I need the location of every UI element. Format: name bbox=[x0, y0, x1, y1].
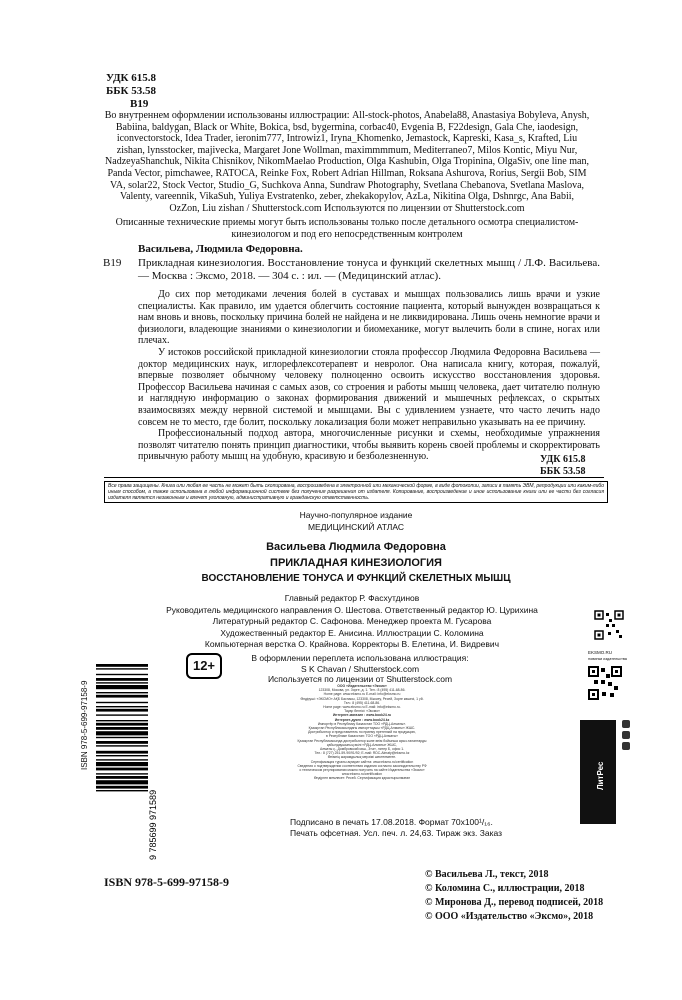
eksmo-subtitle: новинки издательства bbox=[588, 657, 627, 661]
barcode-bar bbox=[96, 776, 148, 779]
publisher-line: Тел.: 8 (495) 411-68-86. bbox=[343, 700, 381, 705]
publisher-line: Сведения о подтверждении соответствия издания согласно законодательству РФ bbox=[297, 763, 427, 768]
barcode-bar bbox=[96, 768, 148, 771]
credit-line: Литературный редактор С. Сафонова. Менеджер проекта М. Гусарова bbox=[212, 616, 492, 627]
bbk-code: ББК 53.58 bbox=[106, 85, 157, 97]
author-code-left: В19 bbox=[103, 257, 122, 269]
barcode-bar bbox=[96, 702, 148, 703]
barcode-bar bbox=[96, 695, 148, 698]
abstract-paragraph: У истоков российской прикладной кинезиологии стояла профессор Людмила Федоровна Васильева — доктор медицинских наук, иглорефлексотерапевт и невролог. Она написала книгу, которая, пожалуй, впервые позволяет обычному человеку полноценно освоить искусство восстановления здоровья. Профессор Васильева начиная с самых азов, со строения и работы мышц человека, дает читателю полную и наглядную информацию о законах формирования движений и мышечных рефлексах, о скрытых взаимосвязях между нервной системой и мышцами. Вы с удивлением узнаете, что часто лечить надо совсем не то место, где болит, поскольку локализация боли может неправильно указывать на ее причину. bbox=[138, 346, 600, 428]
barcode-bar bbox=[96, 773, 148, 774]
cover-line: Используется по лицензии от Shutterstock.com bbox=[267, 674, 453, 684]
eksmo-link: EKSMO.RU bbox=[588, 650, 613, 655]
barcode-bar bbox=[96, 745, 148, 746]
credit-line: Главный редактор Р. Фасхутдинов bbox=[284, 593, 420, 603]
editorial-credits bbox=[120, 593, 584, 651]
windows-store-icon bbox=[622, 742, 630, 750]
publisher-line: ООО «Издательство «Эксмо» bbox=[337, 684, 387, 688]
barcode-bar bbox=[96, 741, 148, 744]
publisher-info bbox=[262, 684, 462, 781]
genre-label: Научно-популярное издание bbox=[299, 510, 413, 520]
publisher-line: Тел.: 8 (727) 251-59-90/91/92; E-mail: RDC-Almaty@eksmo.kz bbox=[314, 751, 410, 756]
abstract-paragraph: Профессиональный подход автора, многочисленные рисунки и схемы, необходимые упражнения позволят читателю понять принцип диагностики, чтобы выявить корень своей проблемы и скорректировать привычную работу мышц на удобную, красивую и безболезненную. bbox=[138, 428, 600, 463]
print-line: Печать офсетная. Усл. печ. л. 24,63. Тираж экз. Заказ bbox=[290, 827, 503, 838]
publisher-line: Дистрибьютор и представитель по приему претензий на продукцию, bbox=[308, 730, 416, 735]
bbk-code: ББК 53.58 bbox=[540, 466, 586, 477]
barcode-digits: 9 785699 971589 bbox=[148, 789, 158, 860]
barcode bbox=[94, 660, 166, 868]
publisher-line: Қазақстан Республикасындағы импорттаушы «РДЦ-Алматы» ЖШС. bbox=[308, 726, 416, 731]
barcode-bar bbox=[96, 755, 148, 756]
publisher-line: о техническом регулировании можно получить на сайте Издательства «Эксмо» bbox=[299, 768, 425, 773]
rights-notice-box: Все права защищены. Книга или любая ее часть не может быть скопирована, воспроизведена в электронной или механической форме, в виде фотокопии, записи в память ЭВМ, репродукции или каким-либо иным способом, а также использована в любой информационной системе без получения разрешения от издателя. Копирование, воспроизведение и иное использование книги или ее части без согласия издателя является незаконным и влечет уголовную, административную и гражданскую ответственность. bbox=[104, 481, 608, 503]
app-store-icon bbox=[622, 720, 630, 728]
cover-credits bbox=[230, 653, 490, 685]
series-label: МЕДИЦИНСКИЙ АТЛАС bbox=[307, 522, 405, 532]
publisher-line: Тауар белгісі: «Эксмо» bbox=[344, 709, 380, 714]
publisher-line: Өнімнің жарамдылық мерзімі шектелмеген. bbox=[327, 755, 397, 760]
litres-logo: ЛитРес bbox=[596, 761, 605, 790]
barcode-bar bbox=[96, 664, 148, 667]
copyright-line: © Миронова Д., перевод подписей, 2018 bbox=[425, 897, 604, 908]
abstract bbox=[138, 289, 600, 463]
credit-line: Компьютерная верстка О. Крайнова. Корректоры В. Елетина, И. Видревич bbox=[204, 639, 500, 650]
publisher-line: Импортёр в Республику Казахстан ТОО «РДЦ-Алматы». bbox=[317, 721, 407, 726]
barcode-bar bbox=[96, 668, 148, 669]
illustrations-credits: Во внутреннем оформлении использованы иллюстрации: All-stock-photos, Anabela88, Anastasiya Bobyleva, Anysh, Babiina, baldygan, Black or White, Bokica, bsd, bygermina, corbac40, Evgenia B, F22design, Gala Che, iaodesign, iconvectorstock, Idea Trader, ieronim777, Introwiz1, Iryna_Khomenko, Jemastock, Kapreski, Kasa_s, Krafted, Liu zishan, lynsstocker, majivecka, Margaret Jone Wollman, maximmmmum, Mediterraneo7, Milos Kontic, Miyu Nur, NadzeyaShanchuk, Nikita Chisnikov, NikomMaelao Production, Olga Kashubin, Olga Tropinina, OlgaSiv, one line man, Panda Vector, pimchawee, RATOCA, Reinke Fox, Robert Adrian Hillman, Roksana Ashurova, Rorius, Sergii Bob, SIM VA, solar22, Stock Vector, Studio_G, Suchkova Anna, Sundraw Photography, Svetlana Chebanova, Svetlana Maslova, Valenty, vareennik, VikaSuh, Yuliya Evstratenko, zeber, zhekakopylov, AzLa, Nikitina Olga, Dshnrgc, Ana Babii, OzZon, Liu zishan / Shutterstock.com Используются по лицензии от Shutterstock.com bbox=[104, 110, 590, 214]
copyright-block bbox=[425, 868, 603, 924]
barcode-bar bbox=[96, 674, 148, 675]
author-heading: Васильева, Людмила Федоровна. bbox=[138, 243, 303, 255]
barcode-bar bbox=[96, 723, 148, 726]
copyright-line: © Коломина С., иллюстрации, 2018 bbox=[425, 883, 585, 894]
barcode-bar bbox=[96, 727, 148, 730]
barcode-bar bbox=[96, 731, 148, 735]
udk-bottom-block bbox=[540, 454, 585, 478]
store-icons bbox=[622, 720, 632, 753]
udk-top-block bbox=[106, 72, 156, 111]
bibliographic-record: Прикладная кинезиология. Восстановление тонуса и функций скелетных мышц / Л.Ф. Васильева. — Москва : Эксмо, 2018. — 304 с. : ил. — (Медицинский атлас). bbox=[138, 257, 600, 282]
barcode-bar bbox=[96, 720, 148, 721]
publisher-line: Интернет-дүкен : www.book24.kz bbox=[334, 717, 390, 722]
divider bbox=[104, 477, 604, 478]
publisher-line: Өндіруші: «ЭКСМО» АҚБ Баспасы, 123308, Мәскеу, Ресей, Зорге көшесі, 1 үй. bbox=[300, 696, 424, 701]
publisher-line: қабылдаушының өкілі «РДЦ-Алматы» ЖШС, bbox=[326, 742, 397, 747]
print-line: Подписано в печать 17.08.2018. Формат 70x100¹/₁₆. bbox=[290, 817, 493, 827]
publisher-line: 123308, Москва, ул. Зорге, д. 1. Тел.: 8 (495) 411-68-86. bbox=[318, 688, 406, 693]
isbn: ISBN 978-5-699-97158-9 bbox=[104, 875, 229, 889]
qr-code-icon bbox=[594, 610, 624, 640]
barcode-bar bbox=[96, 751, 148, 754]
publisher-line: Home page: www.eksmo.ru E-mail: info@eksmo.ru. bbox=[323, 705, 401, 710]
udk-code: УДК 615.8 bbox=[106, 72, 157, 84]
credit-line: Руководитель медицинского направления О. Шестова. Ответственный редактор Ю. Цурихина bbox=[166, 604, 538, 615]
barcode-bar bbox=[96, 682, 148, 683]
copyright-line: © Васильева Л., текст, 2018 bbox=[425, 869, 549, 880]
barcode-bar bbox=[96, 706, 148, 707]
author-code: В19 bbox=[130, 98, 149, 110]
publisher-line: Сертификация туралы ақпарат сайтта: www.eksmo.ru/certification bbox=[310, 759, 414, 764]
barcode-bar bbox=[96, 762, 148, 766]
abstract-paragraph: До сих пор методиками лечения болей в суставах и мышцах пользовались лишь врачи и узкие специалисты. Как правило, им удается облегчить состояние пациента, который вынужден возвращаться к нам вновь и вновь, поскольку причина болей не найдена и не ликвидирована. Лишь очень немногие врачи и физиологи, владеющие знаниями о кинезиологии и биомеханике, могут вылечить боли в спине, ногах или плечах. bbox=[138, 289, 600, 347]
barcode-bar bbox=[96, 678, 148, 681]
publisher-line: в Республике Казахстан: ТОО «РДЦ-Алматы» bbox=[325, 734, 399, 739]
publisher-line: Қазақстан Республикасында дистрибьютор және өнім бойынша арыз-талаптарды bbox=[297, 738, 427, 743]
google-play-icon bbox=[622, 731, 630, 739]
isbn-vertical: ISBN 978-5-699-97158-9 bbox=[80, 680, 89, 770]
barcode-bar bbox=[96, 714, 148, 715]
barcode-bar bbox=[96, 709, 148, 712]
credit-line: Художественный редактор Е. Анисина. Иллюстрации С. Коломина bbox=[220, 627, 484, 638]
cover-line: В оформлении переплета использована иллюстрация: bbox=[251, 653, 469, 663]
copyright-line: © ООО «Издательство «Эксмо», 2018 bbox=[425, 911, 594, 922]
udk-code: УДК 615.8 bbox=[540, 454, 586, 465]
cover-line: S K Chavan / Shutterstock.com bbox=[300, 663, 420, 674]
barcode-bar bbox=[96, 685, 148, 689]
book-title: ПРИКЛАДНАЯ КИНЕЗИОЛОГИЯ bbox=[270, 557, 442, 569]
barcode-bar bbox=[96, 780, 148, 784]
publisher-line: Home page: www.eksmo.ru E-mail: info@eksmo.ru bbox=[323, 692, 401, 697]
publisher-line: Өндірген мемлекет: Ресей. Сертификация қарастырылмаған bbox=[313, 776, 411, 781]
publisher-line: Интернет-магазин : www.book24.ru bbox=[332, 713, 392, 718]
barcode-bar bbox=[96, 786, 148, 789]
publisher-line: www.eksmo.ru/certification bbox=[341, 772, 383, 777]
print-info bbox=[290, 817, 530, 838]
age-rating-badge: 12+ bbox=[186, 653, 222, 679]
technical-note: Описанные технические приемы могут быть использованы только после детального осмотра специалистом-кинезиологом и под его непосредственным контролем bbox=[115, 217, 579, 240]
author-full-name: Васильева Людмила Федоровна bbox=[266, 541, 446, 553]
barcode-bar bbox=[96, 759, 148, 760]
publisher-line: Алматы қ., Домбровский көш., 3«а», литер Б, офис 1. bbox=[319, 747, 405, 752]
qr-code-icon bbox=[588, 666, 622, 700]
barcode-bar bbox=[96, 790, 148, 791]
barcode-bar bbox=[96, 692, 148, 693]
barcode-bar bbox=[96, 737, 148, 738]
book-subtitle: ВОССТАНОВЛЕНИЕ ТОНУСА И ФУНКЦИЙ СКЕЛЕТНЫХ МЫШЦ bbox=[201, 573, 511, 584]
